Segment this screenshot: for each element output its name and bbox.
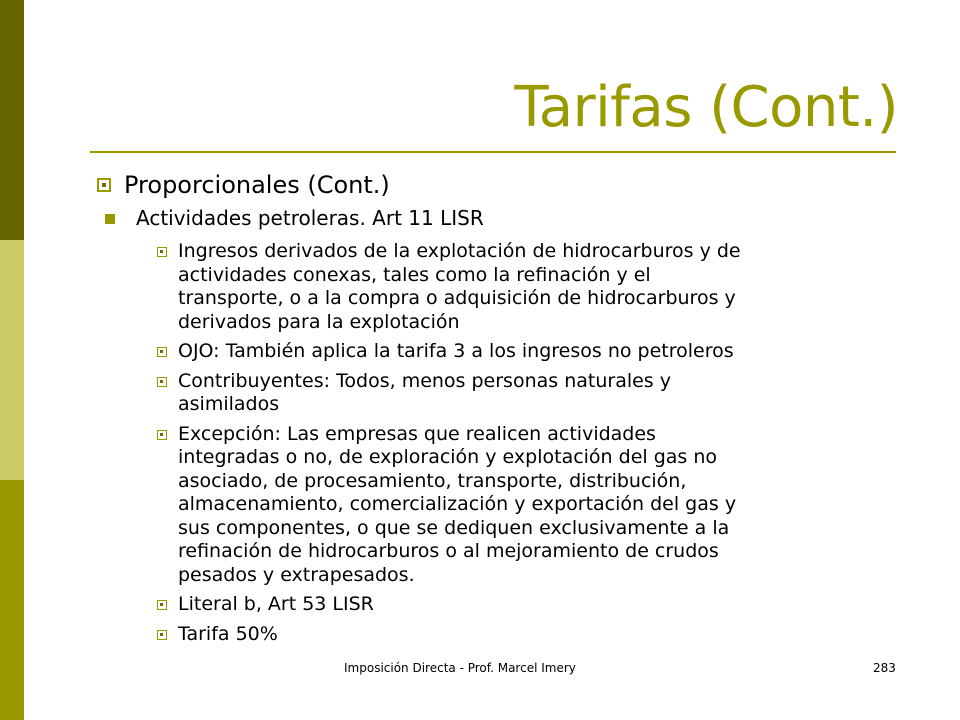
slide-title: Tarifas (Cont.): [514, 75, 898, 140]
page-number: 283: [873, 661, 896, 675]
hollow-square-bullet-icon: [157, 630, 167, 640]
hollow-square-bullet-icon: [157, 430, 167, 440]
sub-bullet-item: [154, 240, 894, 334]
title-underline: [90, 151, 896, 153]
bullet-level2: Actividades petroleras. Art 11 LISR: [136, 206, 484, 230]
sub-bullet-line: Tarifa 50%: [178, 622, 278, 645]
sub-bullet-item: [154, 593, 894, 617]
sub-bullet-line: Literal b, Art 53 LISR: [178, 593, 374, 615]
sub-bullet-line: sus componentes, o que se dediquen exclusivamente a la: [178, 516, 730, 539]
left-band-middle: [0, 240, 24, 480]
sub-bullet-line: Ingresos derivados de la explotación de hidrocarburos y de: [178, 240, 741, 262]
sub-bullet-item: [154, 340, 894, 364]
sub-bullet-line: pesados y extrapesados.: [178, 563, 415, 586]
hollow-square-bullet-icon: [157, 347, 167, 357]
left-band-top: [0, 0, 24, 240]
sub-bullet-line: derivados para la explotación: [178, 310, 460, 333]
sub-bullet-line: refinación de hidrocarburos o al mejoramiento de crudos: [178, 540, 719, 562]
sub-bullet-line: transporte, o a la compra o adquisición de hidrocarburos y: [178, 287, 736, 309]
sub-bullet-line: Excepción: Las empresas que realicen actividades: [178, 422, 656, 445]
sub-bullet-line: almacenamiento, comercialización y exportación del gas y: [178, 493, 737, 515]
sub-bullet-list: [154, 240, 894, 652]
hollow-square-bullet-icon: [157, 377, 167, 387]
sub-bullet-line: asimilados: [178, 393, 280, 415]
sub-bullet-line: asociado, de procesamiento, transporte, distribución,: [178, 469, 687, 492]
sub-bullet-line: Contribuyentes: Todos, menos personas naturales y: [178, 369, 671, 392]
hollow-square-bullet-icon: [97, 178, 111, 192]
hollow-square-bullet-icon: [157, 247, 167, 257]
sub-bullet-item: [154, 370, 894, 417]
sub-bullet-item: [154, 423, 894, 588]
bullet-level1: Proporcionales (Cont.): [124, 171, 390, 199]
filled-square-bullet-icon: [105, 214, 115, 224]
hollow-square-bullet-icon: [157, 600, 167, 610]
footer-text: Imposición Directa - Prof. Marcel Imery: [344, 661, 576, 675]
sub-bullet-line: OJO: También aplica la tarifa 3 a los ingresos no petroleros: [178, 340, 734, 362]
sub-bullet-line: integradas o no, de exploración y explotación del gas no: [178, 446, 718, 468]
sub-bullet-item: [154, 623, 894, 647]
left-band-bottom: [0, 480, 24, 720]
sub-bullet-line: actividades conexas, tales como la refinación y el: [178, 263, 651, 286]
